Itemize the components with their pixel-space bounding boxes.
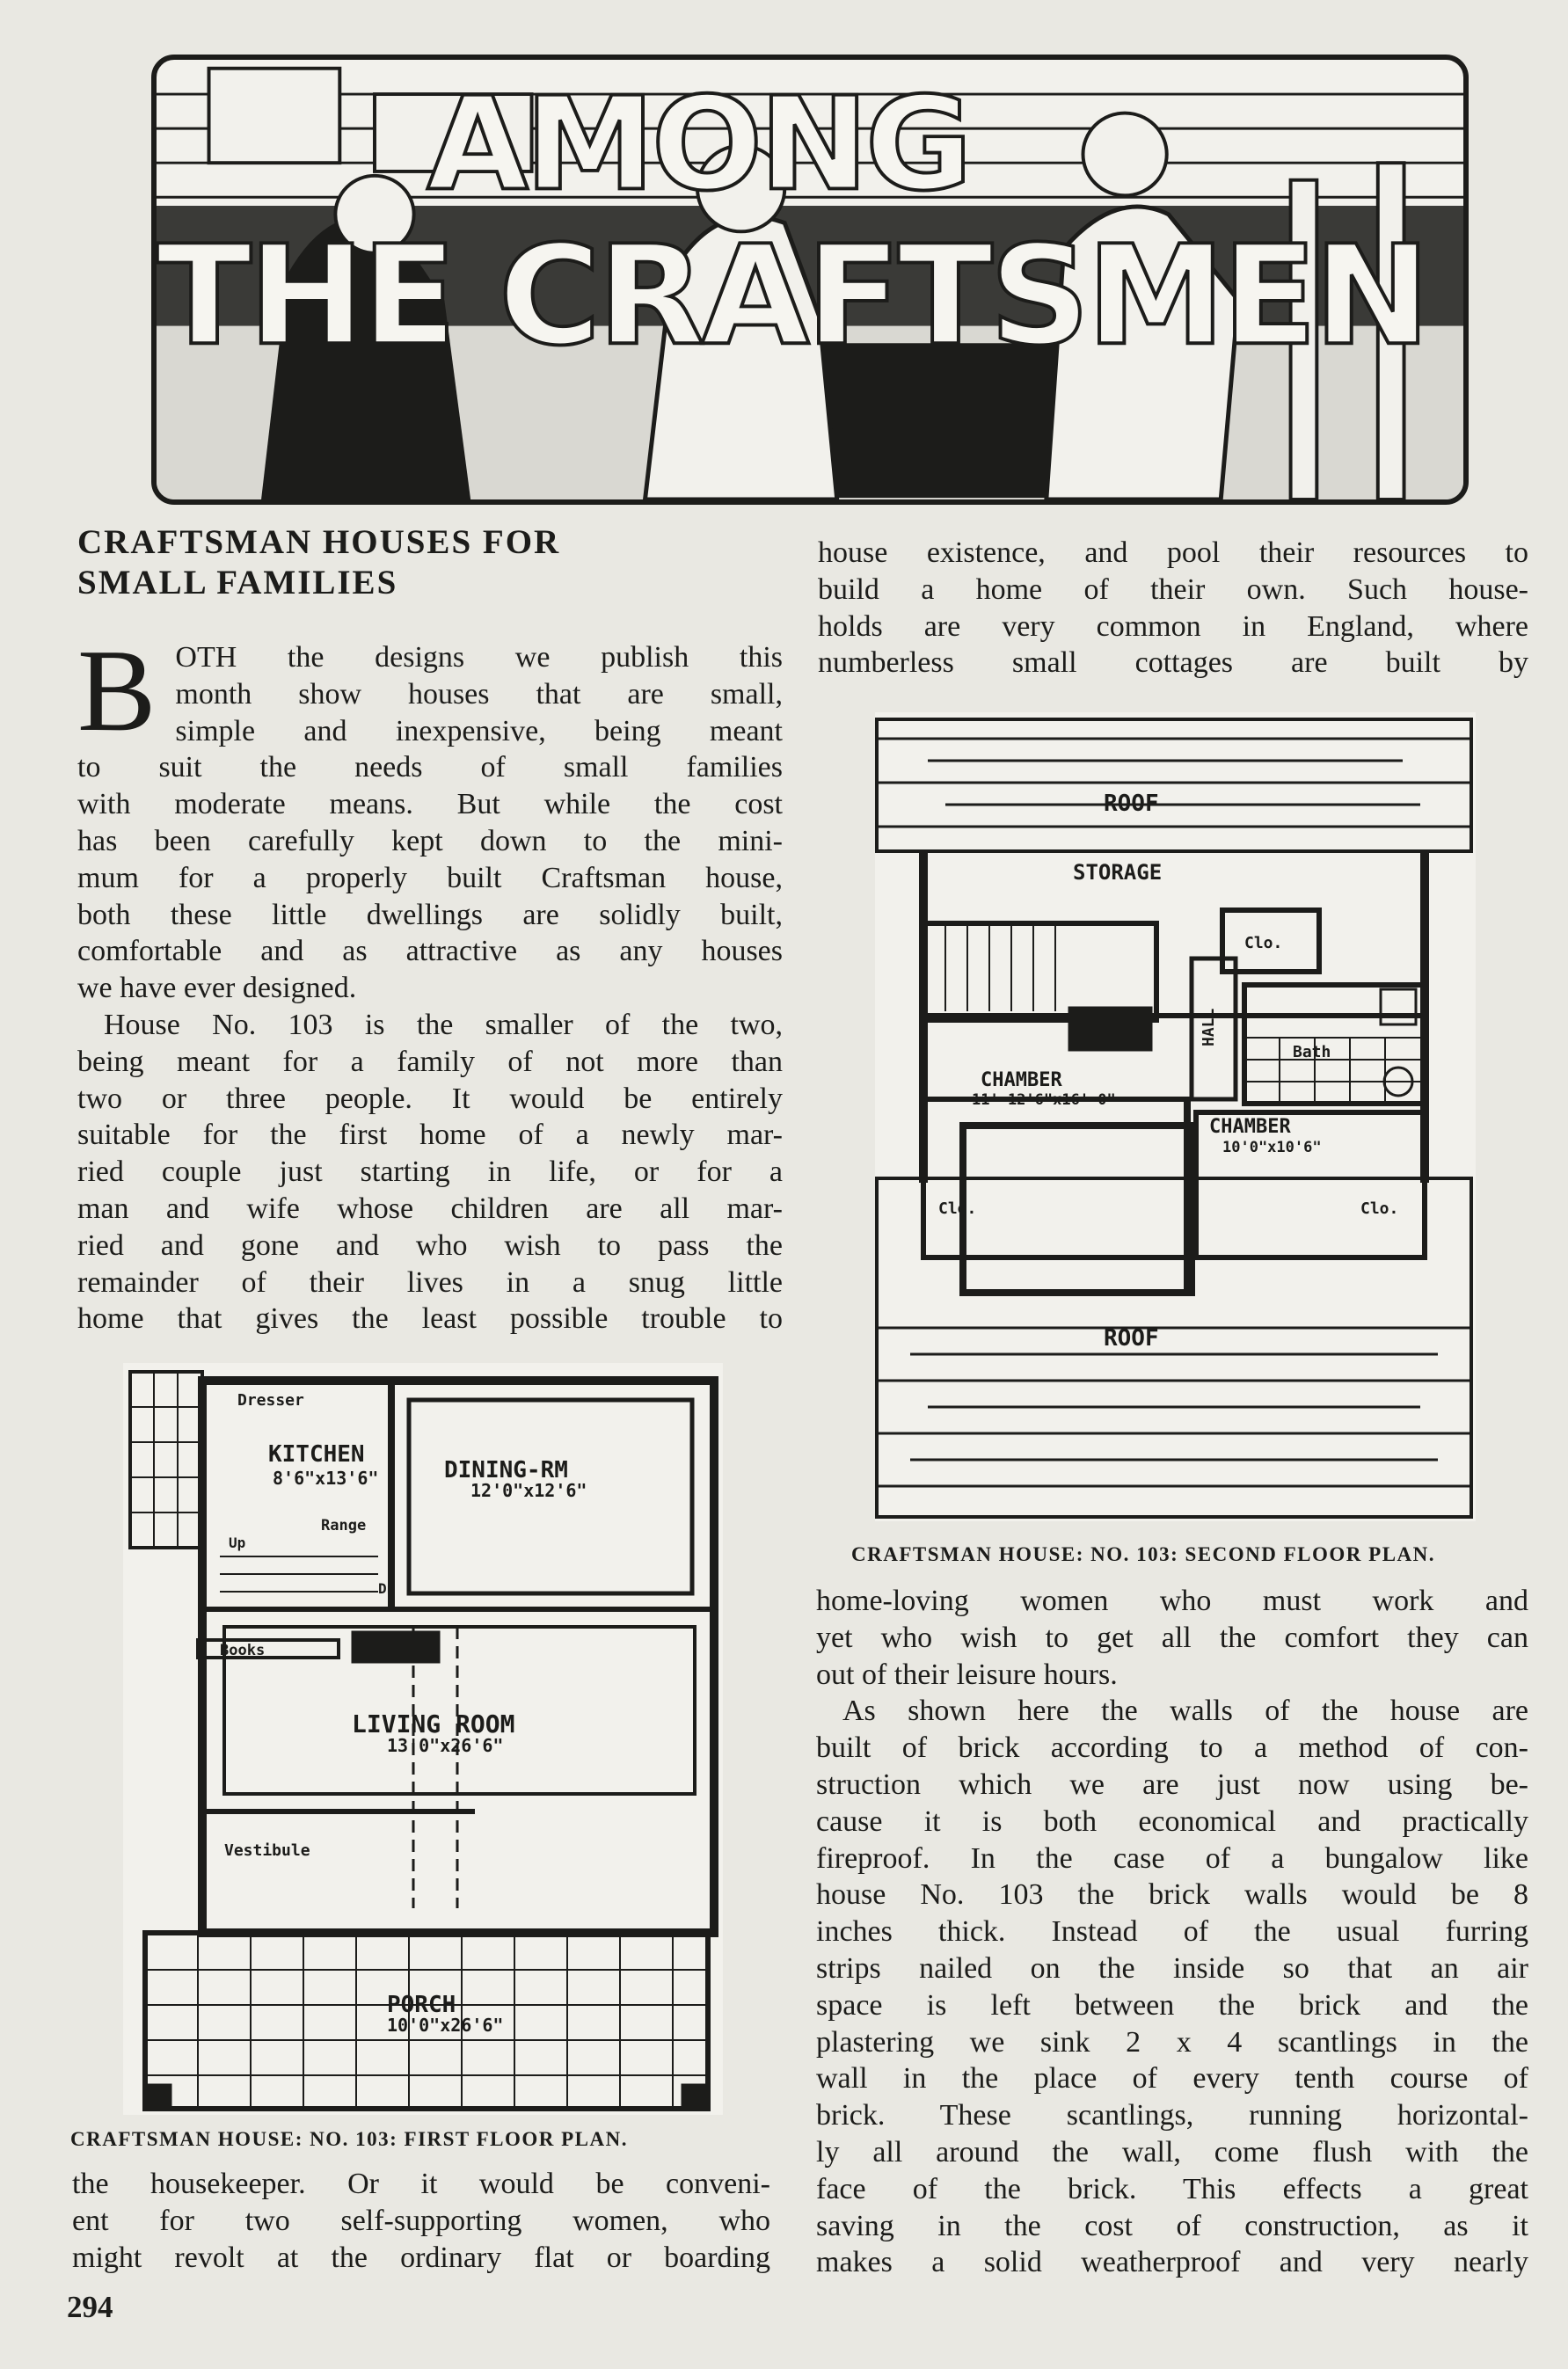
plan-books-label: Books — [220, 1642, 266, 1659]
plan-living-label: LIVING ROOM — [352, 1709, 515, 1738]
text-line: space is left between the brick and the — [816, 1988, 1528, 2022]
text-line: comfortable and as attractive as any houses — [77, 935, 783, 968]
text-line: cause it is both economical and practically — [816, 1804, 1528, 1838]
plan-chamber-2-label: CHAMBER — [1209, 1116, 1291, 1138]
text-line: ent for two self-supporting women, who — [72, 2204, 770, 2237]
text-line: we have ever designed. — [77, 972, 357, 1005]
text-line: ried and gone and who wish to pass the — [77, 1228, 783, 1262]
text-line: simple and inexpensive, being meant — [175, 714, 783, 747]
page-number: 294 — [67, 2290, 113, 2324]
plan-kitchen-size: 8'6"x13'6" — [273, 1468, 379, 1489]
text-line: wall in the place of every tenth course of — [816, 2062, 1528, 2096]
plan-chamber-1-label: CHAMBER — [981, 1069, 1062, 1091]
text-line: home-loving women who must work and — [816, 1585, 1528, 1617]
text-line: As shown here the walls of the house are — [842, 1695, 1528, 1728]
text-line: plastering we sink 2 x 4 scantlings in the — [816, 2025, 1528, 2059]
text-line: saving in the cost of construction, as it — [816, 2209, 1528, 2242]
text-line: the housekeeper. Or it would be conveni- — [72, 2168, 770, 2200]
plan-closet-top-label: Clo. — [1244, 934, 1283, 952]
text-line: OTH the designs we publish this — [175, 641, 783, 674]
plan-chamber-2-size: 10'0"x10'6" — [1222, 1139, 1322, 1156]
header-title-line2: THE CRAFTSMEN — [157, 216, 1427, 376]
text-line: strips nailed on the inside so that an air — [816, 1951, 1528, 1985]
text-line: ly all around the wall, come flush with the — [816, 2135, 1528, 2169]
plan-storage-label: STORAGE — [1073, 860, 1163, 885]
right-column-top — [818, 535, 1528, 682]
text-line: build a home of their own. Such house- — [818, 572, 1528, 606]
plan-dn-label: Dn — [378, 1580, 396, 1597]
text-line: built of brick according to a method of con- — [816, 1731, 1528, 1765]
text-line: two or three people. It would be entirely — [77, 1082, 783, 1115]
text-line: brick. These scantlings, running horizontal- — [816, 2099, 1528, 2132]
text-line: inches thick. Instead of the usual furring — [816, 1915, 1528, 1949]
text-line: to suit the needs of small families — [77, 751, 783, 784]
text-line: has been carefully kept down to the mini- — [77, 824, 783, 857]
text-line: mum for a properly built Craftsman house, — [77, 861, 783, 894]
text-line: house No. 103 the brick walls would be 8 — [816, 1878, 1528, 1912]
plan-dresser-label: Dresser — [237, 1391, 304, 1410]
text-line: home that gives the least possible trouble to — [77, 1302, 783, 1336]
article-title-line2: SMALL FAMILIES — [77, 564, 398, 601]
first-floor-plan — [123, 1363, 723, 2115]
text-line: ried couple just starting in life, or for a — [77, 1155, 783, 1189]
plan-range-label: Range — [321, 1517, 367, 1534]
left-column-bottom — [72, 2166, 770, 2276]
header-illustration — [151, 55, 1469, 505]
header-title-line1: AMONG — [427, 69, 969, 220]
text-line: numberless small cottages are built by — [818, 646, 1528, 680]
plan-hall-label: HALL — [1200, 1008, 1218, 1046]
plan-dining-size: 12'0"x12'6" — [470, 1480, 587, 1501]
plan-bath-label: Bath — [1293, 1043, 1331, 1061]
text-line: month show houses that are small, — [175, 677, 783, 711]
text-line: suitable for the first home of a newly mar- — [77, 1119, 783, 1152]
text-line: holds are very common in England, where — [818, 609, 1528, 643]
plan-porch-label: PORCH — [387, 1992, 456, 2018]
drop-cap: B — [77, 625, 157, 755]
caption-first-floor-plan: CRAFTSMAN HOUSE: NO. 103: FIRST FLOOR PLAN. — [70, 2128, 628, 2150]
plan-roof-top-label: ROOF — [1104, 791, 1159, 817]
plan-porch-size: 10'0"x26'6" — [387, 2015, 504, 2036]
text-line: might revolt at the ordinary flat or boarding — [72, 2241, 770, 2274]
text-line: struction which we are just now using be- — [816, 1768, 1528, 1801]
second-floor-plan — [875, 712, 1476, 1521]
left-column-top — [77, 625, 783, 1338]
text-line: with moderate means. But while the cost — [77, 788, 783, 821]
article-title-line1: CRAFTSMAN HOUSES FOR — [77, 523, 561, 561]
text-line: yet who wish to get all the comfort they can — [816, 1621, 1528, 1654]
text-line: being meant for a family of not more than — [77, 1045, 783, 1078]
text-line: makes a solid weatherproof and very nearly — [816, 2246, 1528, 2279]
caption-second-floor-plan: CRAFTSMAN HOUSE: NO. 103: SECOND FLOOR PLAN. — [851, 1543, 1436, 1565]
text-line: face of the brick. This effects a great — [816, 2172, 1528, 2205]
text-line: remainder of their lives in a snug little — [77, 1265, 783, 1299]
text-line: House No. 103 is the smaller of the two, — [104, 1008, 783, 1041]
plan-kitchen-label: KITCHEN — [268, 1441, 365, 1468]
plan-roof-bottom-label: ROOF — [1104, 1325, 1159, 1352]
text-line: house existence, and pool their resources to — [818, 536, 1528, 569]
text-line: man and wife whose children are all mar- — [77, 1192, 783, 1225]
text-line: both these little dwellings are solidly built, — [77, 898, 783, 931]
plan-vestibule-label: Vestibule — [224, 1841, 310, 1860]
plan-dining-label: DINING-RM — [444, 1457, 568, 1483]
plan-closet-right-label: Clo. — [1360, 1199, 1399, 1218]
text-line: fireproof. In the case of a bungalow like — [816, 1841, 1528, 1875]
plan-chamber-1-size: 11'-12'6"x16'-0" — [972, 1091, 1116, 1109]
plan-living-size: 13'0"x26'6" — [387, 1735, 504, 1756]
plan-closet-left-label: Clo. — [938, 1199, 977, 1218]
article-title — [77, 522, 799, 603]
plan-up-label: Up — [229, 1534, 246, 1551]
right-column-bottom — [816, 1583, 1528, 2281]
text-line: out of their leisure hours. — [816, 1658, 1118, 1691]
